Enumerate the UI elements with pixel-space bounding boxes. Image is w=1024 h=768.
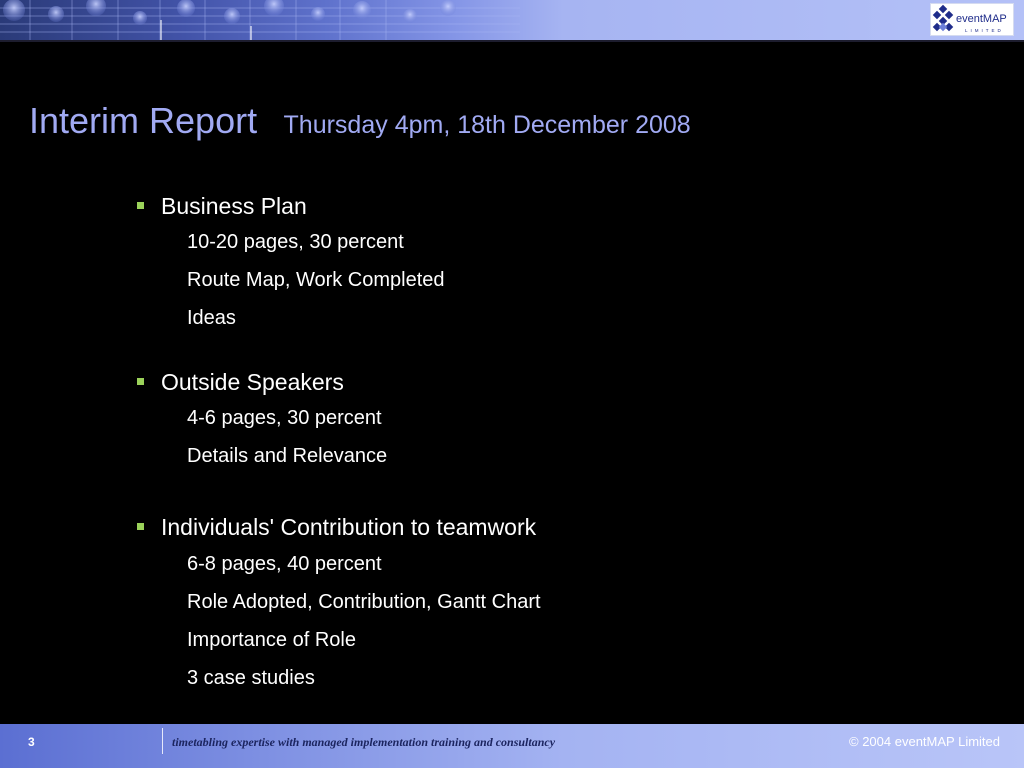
logo-subtext: LIMITED	[965, 28, 1004, 33]
section-heading-individuals-contribution: Individuals' Contribution to teamwork	[161, 514, 537, 540]
footer-divider	[162, 728, 163, 754]
footer-tagline: timetabling expertise with managed implementation training and consultancy	[172, 735, 556, 749]
list-item: Role Adopted, Contribution, Gantt Chart	[187, 591, 541, 613]
list-item: Route Map, Work Completed	[187, 269, 445, 291]
slide-subtitle: Thursday 4pm, 18th December 2008	[283, 111, 691, 139]
logo-text: eventMAP	[956, 13, 1007, 25]
list-item: 3 case studies	[187, 667, 315, 689]
section-heading-outside-speakers: Outside Speakers	[161, 369, 344, 395]
page-number: 3	[28, 735, 35, 749]
copyright-text: © 2004 eventMAP Limited	[849, 734, 1000, 749]
slide-title: Interim Report	[29, 100, 258, 141]
list-item: Importance of Role	[187, 629, 356, 651]
section-heading-business-plan: Business Plan	[161, 193, 307, 219]
footer-bar	[0, 724, 1024, 768]
bullet-marker	[137, 202, 144, 209]
list-item: Ideas	[187, 307, 236, 329]
list-item: 6-8 pages, 40 percent	[187, 553, 382, 575]
list-item: 10-20 pages, 30 percent	[187, 231, 404, 253]
bullet-marker	[137, 378, 144, 385]
list-item: Details and Relevance	[187, 445, 388, 467]
list-item: 4-6 pages, 30 percent	[187, 407, 382, 429]
bullet-marker	[137, 523, 144, 530]
